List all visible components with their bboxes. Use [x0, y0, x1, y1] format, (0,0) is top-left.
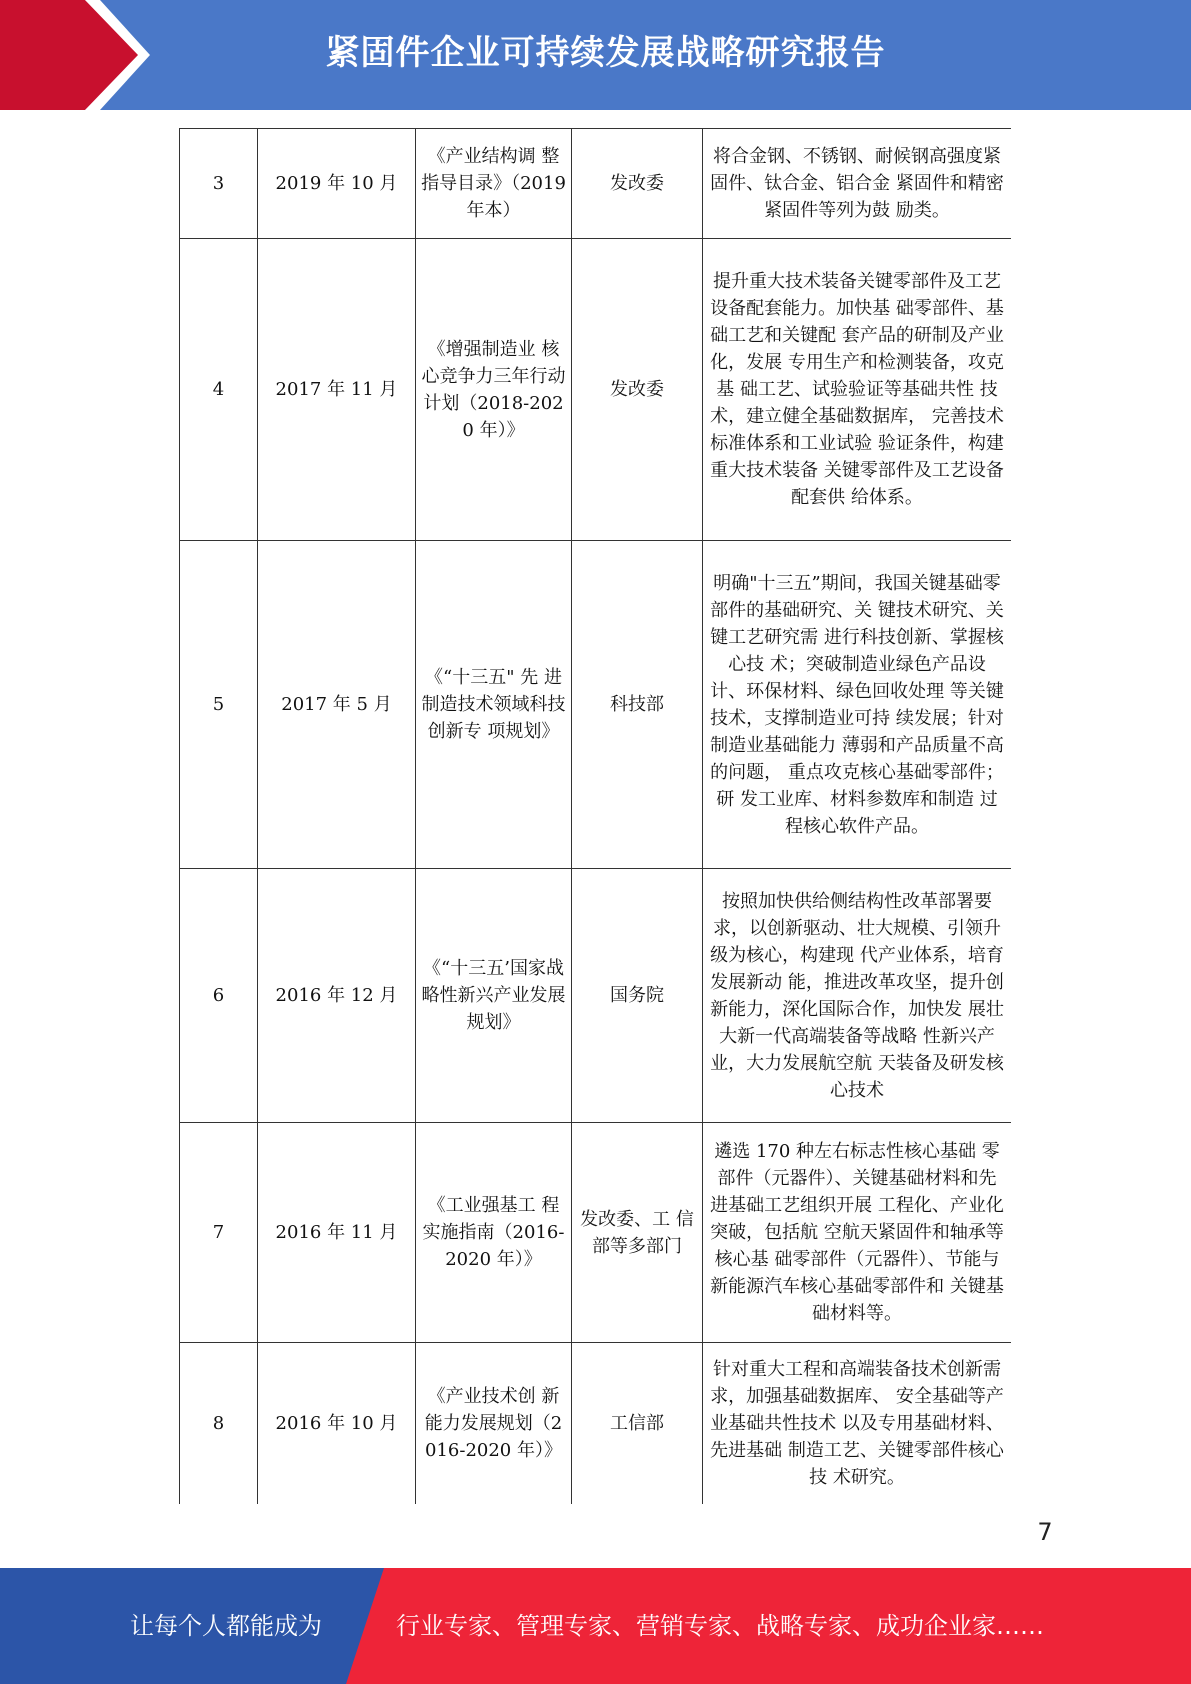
- policy-description: 提升重大技术装备关键零部件及工艺设备配套能力。加快基 础零部件、基础工艺和关键配 套产品的研制及产业化，发展 专用生产和检测装备，攻克基 础工艺、试验验证等基础共性 技术，建立健全基础数据库， 完善技术标准体系和工业试验 验证条件，构建重大技术装备 关键零部件及工艺设备配套供 给体系。: [703, 239, 1012, 541]
- policy-description: 遴选 170 种左右标志性核心基础 零部件（元器件）、关键基础材料和先进基础工艺组织开展 工程化、产业化突破，包括航 空航天紧固件和轴承等核心基 础零部件（元器件）、节能与 新能源汽车核心基础零部件和 关键基础材料等。: [703, 1123, 1012, 1343]
- row-number: 3: [180, 129, 258, 239]
- policy-table-container: [179, 128, 1011, 1504]
- policy-document: 《产业结构调 整指导目录》（2019 年本）: [416, 129, 572, 239]
- policy-document: 《“十三五’国家战略性新兴产业发展规划》: [416, 869, 572, 1123]
- document-title: 紧固件企业可持续发展战略研究报告: [325, 33, 886, 73]
- issuing-department: 科技部: [572, 541, 703, 869]
- table-row: [180, 239, 1012, 541]
- policy-document: 《“十三五" 先 进制造技术领域科技创新专 项规划》: [416, 541, 572, 869]
- row-number: 5: [180, 541, 258, 869]
- page-footer: [0, 1568, 1191, 1684]
- issuing-department: 发改委: [572, 239, 703, 541]
- issue-date: 2019 年 10 月: [258, 129, 416, 239]
- issue-date: 2016 年 10 月: [258, 1343, 416, 1505]
- row-number: 6: [180, 869, 258, 1123]
- table-row: [180, 1343, 1012, 1505]
- footer-slogan-left: 让每个人都能成为: [130, 1612, 322, 1640]
- row-number: 7: [180, 1123, 258, 1343]
- issuing-department: 发改委: [572, 129, 703, 239]
- issuing-department: 国务院: [572, 869, 703, 1123]
- issuing-department: 发改委、工 信部等多部门: [572, 1123, 703, 1343]
- policy-description: 按照加快供给侧结构性改革部署要求，以创新驱动、壮大规模、引领升级为核心，构建现 代产业体系，培育发展新动 能，推进改革攻坚，提升创新能力，深化国际合作，加快发 展壮大新一代高端装备等战略 性新兴产业，大力发展航空航 天装备及研发核心技术: [703, 869, 1012, 1123]
- issue-date: 2016 年 12 月: [258, 869, 416, 1123]
- policy-description: 将合金钢、不锈钢、耐候钢高强度紧固件、钛合金、铝合金 紧固件和精密紧固件等列为鼓 励类。: [703, 129, 1012, 239]
- policy-description: 针对重大工程和高端装备技术创新需求，加强基础数据库、 安全基础等产业基础共性技术 以及专用基础材料、先进基础 制造工艺、关键零部件核心技 术研究。: [703, 1343, 1012, 1505]
- table-row: [180, 129, 1012, 239]
- table-row: [180, 1123, 1012, 1343]
- page-number: 7: [1037, 1518, 1053, 1546]
- issuing-department: 工信部: [572, 1343, 703, 1505]
- issue-date: 2016 年 11 月: [258, 1123, 416, 1343]
- policy-description: 明确"十三五”期间，我国关键基础零部件的基础研究、关 键技术研究、关键工艺研究需 进行科技创新、掌握核心技 术；突破制造业绿色产品设 计、环保材料、绿色回收处理 等关键技术，支撑制造业可持 续发展；针对制造业基础能力 薄弱和产品质量不高的问题， 重点攻克核心基础零部件；研 发工业库、材料参数库和制造 过程核心软件产品。: [703, 541, 1012, 869]
- issue-date: 2017 年 5 月: [258, 541, 416, 869]
- table-row: [180, 541, 1012, 869]
- page-header: [0, 0, 1191, 110]
- policy-document: 《产业技术创 新能力发展规划（2016-2020 年）》: [416, 1343, 572, 1505]
- table-row: [180, 869, 1012, 1123]
- footer-slogan-right: 行业专家、管理专家、营销专家、战略专家、成功企业家……: [396, 1612, 1044, 1640]
- policy-document: 《增强制造业 核心竞争力三年行动计划（2018-2020 年）》: [416, 239, 572, 541]
- row-number: 4: [180, 239, 258, 541]
- policy-document: 《工业强基工 程实施指南（2016-2020 年）》: [416, 1123, 572, 1343]
- policy-table: [179, 128, 1011, 1504]
- row-number: 8: [180, 1343, 258, 1505]
- issue-date: 2017 年 11 月: [258, 239, 416, 541]
